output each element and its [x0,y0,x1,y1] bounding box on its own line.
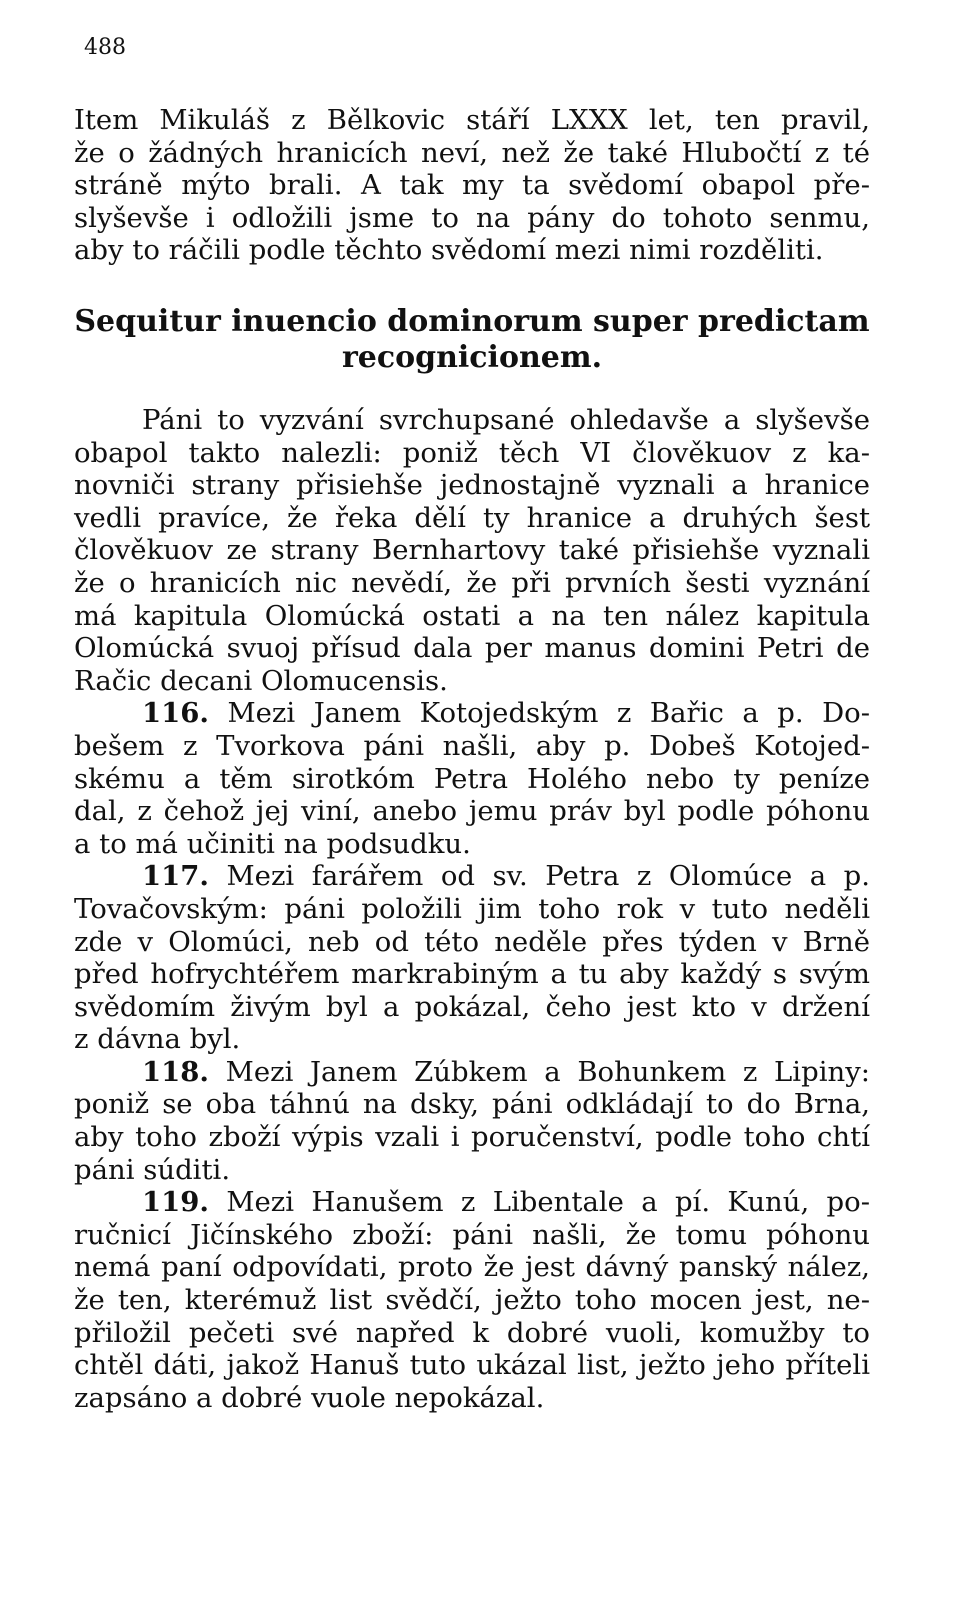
text-line: skému a těm sirotkóm Petra Holého nebo ty peníze [74,762,870,795]
text-segment: Mezi farářem od sv. Petra z Olomúce a p. [226,860,870,893]
text-line: Item Mikuláš z Bělkovic stáří LXXX let, ten pravil, [74,104,870,136]
text-line: že o žádných hranicích neví, než že také Hlubočtí z té [74,136,870,169]
section-118-line [74,1056,870,1089]
text-line: Olomúcká svuoj přísud dala per manus domini Petri de [74,632,870,665]
section-number: 119. [142,1186,209,1219]
text-segment: Mezi Janem Kotojedským z Bařic a p. Do- [227,697,870,730]
text-segment: Mezi Hanušem z Libentale a pí. Kunú, po- [226,1186,870,1219]
text-line: přiložil pečeti své napřed k dobré vuoli, komužby to [74,1316,870,1349]
text-line: Tovačovským: páni položili jim toho rok v tuto neděli [74,892,870,925]
text-line: Račic decani Olomucensis. [74,664,448,697]
heading-line: recognicionem. [341,340,603,375]
section-117-line [74,860,870,893]
section-116-line [74,697,870,730]
text-line: aby toho zboží výpis vzali i poručenství, podle toho chtí [74,1121,870,1154]
text-line: aby to ráčili podle těchto svědomí mezi nimi rozděliti. [74,234,824,267]
text-line: ručnicí Jičínského zboží: páni našli, že tomu póhonu [74,1218,870,1251]
section-number: 116. [142,697,209,730]
text-line: má kapitula Olomúcká ostati a na ten nález kapitula [74,599,870,632]
text-line: páni súditi. [74,1153,231,1186]
text-line: zde v Olomúci, neb od této neděle přes týden v Brně [74,925,870,958]
text-line: poniž se oba táhnú na dsky, páni odkládají to do Brna, [74,1088,870,1121]
text-segment: Mezi Janem Zúbkem a Bohunkem z Lipiny: [225,1055,870,1088]
intro-paragraph [74,104,870,267]
text-line: před hofrychtéřem markrabiným a tu aby každý s svým [74,958,870,991]
text-line: dal, z čehož jej viní, anebo jemu práv byl podle póhonu [74,795,870,828]
section-119-line [74,1186,870,1219]
text-line: stráně mýto brali. A tak my ta svědomí obapol pře- [74,169,870,202]
findings-paragraph [74,404,870,1414]
section-number: 118. [142,1055,209,1088]
text-line: svědomím živým byl a pokázal, čeho jest kto v držení [74,990,870,1023]
page-number: 488 [84,35,126,60]
text-line: novniči strany přisiehše jednostajně vyznali a hranice [74,469,870,502]
text-line: obapol takto nalezli: poniž těch VI člověkuov z ka- [74,436,870,469]
text-line: nemá paní odpovídati, proto že jest dávný panský nález, [74,1251,870,1284]
text-line: že o hranicích nic nevědí, že při prvních šesti vyznání [74,566,870,599]
text-line: chtěl dáti, jakož Hanuš tuto ukázal list, ježto jeho příteli [74,1349,870,1382]
text-line: člověkuov ze strany Bernhartovy také přisiehše vyznali [74,534,870,567]
text-line: bešem z Tvorkova páni našli, aby p. Dobeš Kotojed- [74,729,870,762]
text-line: z dávna byl. [74,1023,241,1056]
text-line: zapsáno a dobré vuole nepokázal. [74,1381,545,1414]
text-line: vedli pravíce, že řeka dělí ty hranice a druhých šest [74,501,870,534]
section-heading [74,304,870,376]
text-line: slyševše i odložili jsme to na pány do tohoto senmu, [74,201,870,234]
section-number: 117. [142,860,209,893]
text-line: Páni to vyzvání svrchupsané ohledavše a slyševše [142,404,870,436]
text-line: že ten, kterémuž list svědčí, ježto toho mocen jest, ne- [74,1284,870,1317]
text-line: a to má učiniti na podsudku. [74,827,471,860]
heading-line: Sequitur inuencio dominorum super predictam [74,304,870,339]
